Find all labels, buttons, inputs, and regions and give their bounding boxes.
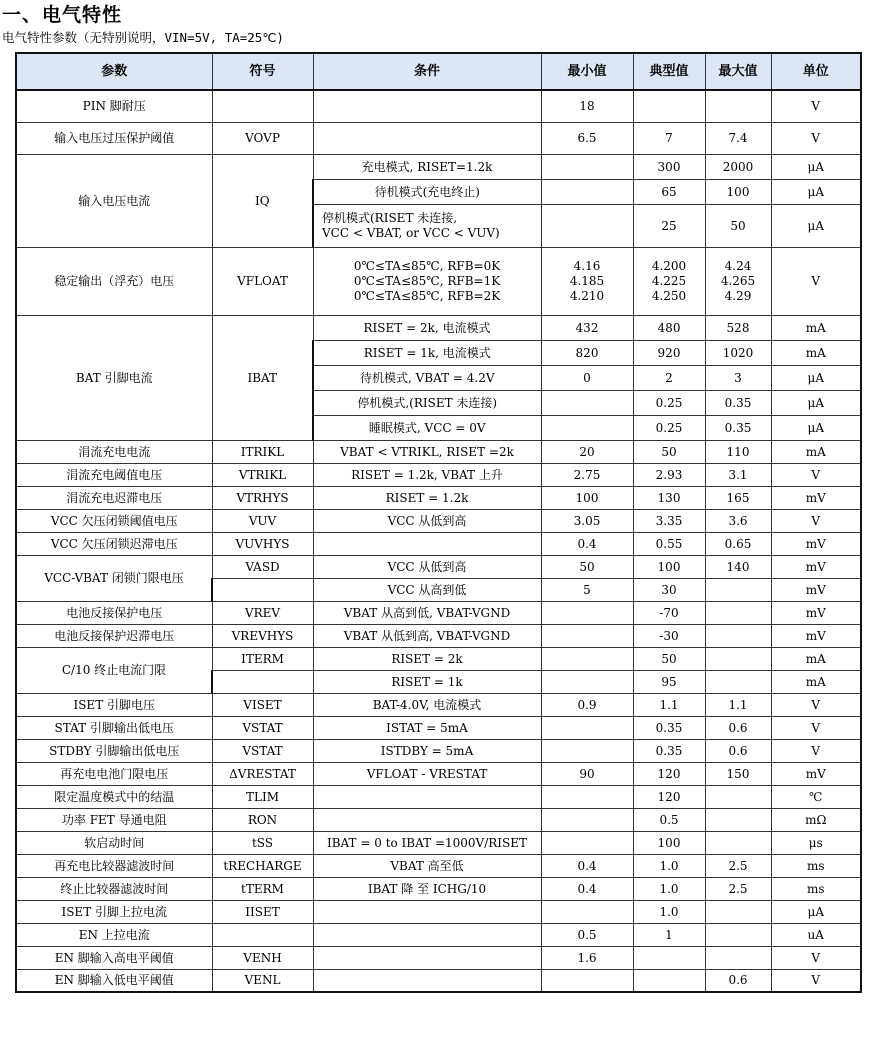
cell-typ: 0.25 — [633, 390, 705, 415]
table-row — [16, 739, 861, 762]
cell-min — [541, 204, 633, 247]
cell-condition — [313, 969, 541, 992]
cell-condition — [313, 785, 541, 808]
cell-condition: RISET = 1.2k — [313, 486, 541, 509]
cell-typ: 480 — [633, 315, 705, 340]
cell-condition — [313, 946, 541, 969]
cell-parameter: 终止比较器滤波时间 — [16, 877, 212, 900]
table-row — [16, 900, 861, 923]
cell-unit: mV — [771, 624, 861, 647]
cell-max: 110 — [705, 440, 771, 463]
cell-parameter: 涓流充电阈值电压 — [16, 463, 212, 486]
cell-condition: 睡眠模式, VCC = 0V — [313, 415, 541, 440]
table-row — [16, 555, 861, 578]
cell-unit: uA — [771, 923, 861, 946]
cell-condition: RISET = 2k, 电流模式 — [313, 315, 541, 340]
cell-unit: mA — [771, 340, 861, 365]
cell-unit: mA — [771, 315, 861, 340]
col-header-parameter: 参数 — [16, 53, 212, 90]
table-row — [16, 831, 861, 854]
cell-min — [541, 415, 633, 440]
cell-unit: mA — [771, 440, 861, 463]
cell-max: 50 — [705, 204, 771, 247]
cell-unit: μA — [771, 390, 861, 415]
cell-typ: 3.35 — [633, 509, 705, 532]
cell-parameter: 限定温度模式中的结温 — [16, 785, 212, 808]
cell-symbol: VENH — [212, 946, 313, 969]
cell-unit: μA — [771, 415, 861, 440]
cell-typ: 1.0 — [633, 877, 705, 900]
cell-unit: V — [771, 739, 861, 762]
cell-symbol: VUV — [212, 509, 313, 532]
cell-min — [541, 739, 633, 762]
table-row — [16, 854, 861, 877]
table-row — [16, 601, 861, 624]
cell-max: 2.5 — [705, 877, 771, 900]
cell-typ: 100 — [633, 831, 705, 854]
cell-min: 2.75 — [541, 463, 633, 486]
cell-symbol: VUVHYS — [212, 532, 313, 555]
cell-unit: μs — [771, 831, 861, 854]
cell-condition — [313, 900, 541, 923]
cell-symbol: VISET — [212, 693, 313, 716]
cell-min: 0.5 — [541, 923, 633, 946]
cell-max: 2.5 — [705, 854, 771, 877]
cell-max — [705, 670, 771, 693]
cell-typ: 130 — [633, 486, 705, 509]
table-row — [16, 969, 861, 992]
cell-symbol: VOVP — [212, 122, 313, 154]
cell-condition — [313, 90, 541, 122]
cell-max: 0.65 — [705, 532, 771, 555]
cell-symbol: VREV — [212, 601, 313, 624]
table-row — [16, 532, 861, 555]
cell-typ: -70 — [633, 601, 705, 624]
cell-min: 820 — [541, 340, 633, 365]
cell-min — [541, 808, 633, 831]
cell-max: 150 — [705, 762, 771, 785]
cell-unit: mV — [771, 762, 861, 785]
cell-typ — [633, 946, 705, 969]
cell-condition: RISET = 1.2k, VBAT 上升 — [313, 463, 541, 486]
cell-condition: VCC 从低到高 — [313, 555, 541, 578]
cell-unit: V — [771, 946, 861, 969]
table-row — [16, 624, 861, 647]
cell-condition: IBAT = 0 to IBAT =1000V/RISET — [313, 831, 541, 854]
cell-parameter: 输入电压过压保护阈值 — [16, 122, 212, 154]
cell-min — [541, 716, 633, 739]
cell-unit: V — [771, 247, 861, 315]
cell-max — [705, 831, 771, 854]
cell-typ: -30 — [633, 624, 705, 647]
cell-min: 50 — [541, 555, 633, 578]
cell-parameter: PIN 脚耐压 — [16, 90, 212, 122]
cell-symbol: TLIM — [212, 785, 313, 808]
cell-typ: 50 — [633, 647, 705, 670]
cell-max: 165 — [705, 486, 771, 509]
table-row — [16, 877, 861, 900]
cell-unit: mΩ — [771, 808, 861, 831]
cell-max: 7.4 — [705, 122, 771, 154]
col-header-min: 最小值 — [541, 53, 633, 90]
cell-symbol: VTRIKL — [212, 463, 313, 486]
cell-typ — [633, 969, 705, 992]
cell-max — [705, 946, 771, 969]
cell-symbol: VREVHYS — [212, 624, 313, 647]
cell-typ: 300 — [633, 154, 705, 179]
cell-max: 1.1 — [705, 693, 771, 716]
cell-parameter: 功率 FET 导通电阻 — [16, 808, 212, 831]
cell-min — [541, 900, 633, 923]
cell-min: 18 — [541, 90, 633, 122]
cell-typ — [633, 90, 705, 122]
table-row — [16, 154, 861, 179]
cell-max: 0.6 — [705, 969, 771, 992]
cell-unit: V — [771, 122, 861, 154]
cell-parameter: ISET 引脚电压 — [16, 693, 212, 716]
cell-symbol — [212, 670, 313, 693]
cell-condition: RISET = 1k — [313, 670, 541, 693]
cell-typ: 0.35 — [633, 739, 705, 762]
cell-parameter: 稳定输出（浮充）电压 — [16, 247, 212, 315]
cell-symbol: IQ — [212, 154, 313, 247]
cell-condition: VBAT < VTRIKL, RISET =2k — [313, 440, 541, 463]
cell-symbol: RON — [212, 808, 313, 831]
cell-typ: 120 — [633, 762, 705, 785]
cell-parameter: 电池反接保护迟滞电压 — [16, 624, 212, 647]
cell-symbol: tTERM — [212, 877, 313, 900]
cell-min: 3.05 — [541, 509, 633, 532]
cell-min: 0.9 — [541, 693, 633, 716]
table-row — [16, 440, 861, 463]
electrical-characteristics-table — [15, 52, 862, 993]
table-row — [16, 315, 861, 340]
cell-typ: 100 — [633, 555, 705, 578]
cell-parameter: 电池反接保护电压 — [16, 601, 212, 624]
cell-unit: V — [771, 969, 861, 992]
cell-condition: 停机模式(RISET 未连接, VCC < VBAT, or VCC < VUV) — [313, 204, 541, 247]
cell-parameter: EN 脚输入高电平阈值 — [16, 946, 212, 969]
cell-min: 4.16 4.185 4.210 — [541, 247, 633, 315]
cell-unit: mA — [771, 670, 861, 693]
table-row — [16, 486, 861, 509]
cell-max: 3 — [705, 365, 771, 390]
cell-min: 1.6 — [541, 946, 633, 969]
cell-symbol: ITRIKL — [212, 440, 313, 463]
cell-max — [705, 785, 771, 808]
cell-min: 432 — [541, 315, 633, 340]
cell-unit: ℃ — [771, 785, 861, 808]
cell-symbol: IISET — [212, 900, 313, 923]
cell-condition: BAT-4.0V, 电流模式 — [313, 693, 541, 716]
cell-condition: 充电模式, RISET=1.2k — [313, 154, 541, 179]
cell-unit: V — [771, 90, 861, 122]
cell-condition: ISTDBY = 5mA — [313, 739, 541, 762]
table-row — [16, 509, 861, 532]
table-row — [16, 647, 861, 670]
col-header-symbol: 符号 — [212, 53, 313, 90]
cell-unit: μA — [771, 365, 861, 390]
table-row — [16, 463, 861, 486]
cell-symbol: VSTAT — [212, 739, 313, 762]
cell-max: 3.6 — [705, 509, 771, 532]
cell-condition: 待机模式, VBAT = 4.2V — [313, 365, 541, 390]
cell-min — [541, 670, 633, 693]
cell-parameter: 涓流充电迟滞电压 — [16, 486, 212, 509]
cell-unit: ms — [771, 877, 861, 900]
cell-typ: 30 — [633, 578, 705, 601]
cell-min: 100 — [541, 486, 633, 509]
cell-max — [705, 578, 771, 601]
cell-unit: μA — [771, 179, 861, 204]
cell-condition: RISET = 1k, 电流模式 — [313, 340, 541, 365]
cell-min — [541, 647, 633, 670]
table-row — [16, 247, 861, 315]
cell-min — [541, 969, 633, 992]
cell-max: 4.24 4.265 4.29 — [705, 247, 771, 315]
cell-parameter: 再充电比较器滤波时间 — [16, 854, 212, 877]
cell-symbol: VENL — [212, 969, 313, 992]
cell-min — [541, 785, 633, 808]
cell-unit: V — [771, 463, 861, 486]
cell-symbol: VSTAT — [212, 716, 313, 739]
cell-max: 1020 — [705, 340, 771, 365]
cell-symbol: VASD — [212, 555, 313, 578]
cell-parameter: 软启动时间 — [16, 831, 212, 854]
cell-unit: μA — [771, 154, 861, 179]
cell-min: 0.4 — [541, 532, 633, 555]
cell-max — [705, 900, 771, 923]
cell-typ: 1 — [633, 923, 705, 946]
cell-min — [541, 179, 633, 204]
cell-condition — [313, 808, 541, 831]
cell-parameter: 再充电电池门限电压 — [16, 762, 212, 785]
cell-max: 3.1 — [705, 463, 771, 486]
cell-min: 6.5 — [541, 122, 633, 154]
cell-unit: mV — [771, 555, 861, 578]
cell-parameter: VCC-VBAT 闭锁门限电压 — [16, 555, 212, 601]
cell-symbol — [212, 923, 313, 946]
cell-parameter: 涓流充电电流 — [16, 440, 212, 463]
cell-typ: 2 — [633, 365, 705, 390]
cell-parameter: BAT 引脚电流 — [16, 315, 212, 440]
cell-condition: VBAT 从低到高, VBAT-VGND — [313, 624, 541, 647]
cell-condition: 0℃≤TA≤85℃, RFB=0K 0℃≤TA≤85℃, RFB=1K 0℃≤TA≤85℃, RFB=2K — [313, 247, 541, 315]
col-header-unit: 单位 — [771, 53, 861, 90]
table-row — [16, 946, 861, 969]
col-header-max: 最大值 — [705, 53, 771, 90]
cell-min: 0 — [541, 365, 633, 390]
cell-unit: V — [771, 716, 861, 739]
cell-max: 2000 — [705, 154, 771, 179]
cell-parameter: ISET 引脚上拉电流 — [16, 900, 212, 923]
cell-max: 0.6 — [705, 716, 771, 739]
section-heading: 一、电气特性 — [2, 4, 123, 26]
cell-max — [705, 624, 771, 647]
cell-parameter: STAT 引脚输出低电压 — [16, 716, 212, 739]
cell-typ: 1.1 — [633, 693, 705, 716]
cell-max: 140 — [705, 555, 771, 578]
cell-unit: ms — [771, 854, 861, 877]
cell-parameter: EN 脚输入低电平阈值 — [16, 969, 212, 992]
cell-condition — [313, 923, 541, 946]
cell-symbol: ITERM — [212, 647, 313, 670]
table-header-row — [16, 53, 861, 90]
cell-max: 0.35 — [705, 390, 771, 415]
cell-condition: RISET = 2k — [313, 647, 541, 670]
cell-min: 0.4 — [541, 854, 633, 877]
cell-unit: mA — [771, 647, 861, 670]
table-subtitle: 电气特性参数（无特别说明，VIN=5V, TA=25℃) — [2, 30, 284, 45]
cell-condition — [313, 122, 541, 154]
table-row — [16, 808, 861, 831]
cell-symbol: tRECHARGE — [212, 854, 313, 877]
cell-typ: 0.5 — [633, 808, 705, 831]
cell-unit: V — [771, 693, 861, 716]
cell-min — [541, 390, 633, 415]
cell-unit: V — [771, 509, 861, 532]
cell-condition: IBAT 降 至 ICHG/10 — [313, 877, 541, 900]
cell-unit: mV — [771, 578, 861, 601]
cell-symbol: IBAT — [212, 315, 313, 440]
cell-min — [541, 624, 633, 647]
cell-symbol: ΔVRESTAT — [212, 762, 313, 785]
cell-unit: μA — [771, 204, 861, 247]
cell-parameter: 输入电压电流 — [16, 154, 212, 247]
cell-typ: 120 — [633, 785, 705, 808]
cell-max — [705, 808, 771, 831]
cell-parameter: EN 上拉电流 — [16, 923, 212, 946]
cell-typ: 0.35 — [633, 716, 705, 739]
cell-condition: ISTAT = 5mA — [313, 716, 541, 739]
cell-typ: 95 — [633, 670, 705, 693]
cell-condition: VCC 从低到高 — [313, 509, 541, 532]
table-row — [16, 923, 861, 946]
cell-typ: 4.200 4.225 4.250 — [633, 247, 705, 315]
cell-typ: 25 — [633, 204, 705, 247]
cell-typ: 0.25 — [633, 415, 705, 440]
cell-typ: 65 — [633, 179, 705, 204]
cell-unit: mV — [771, 486, 861, 509]
cell-condition: VBAT 高至低 — [313, 854, 541, 877]
cell-unit: mV — [771, 532, 861, 555]
cell-typ: 920 — [633, 340, 705, 365]
cell-symbol: tSS — [212, 831, 313, 854]
cell-unit: mV — [771, 601, 861, 624]
cell-max — [705, 90, 771, 122]
cell-symbol: VTRHYS — [212, 486, 313, 509]
cell-parameter: C/10 终止电流门限 — [16, 647, 212, 693]
table-row — [16, 90, 861, 122]
cell-condition: VFLOAT - VRESTAT — [313, 762, 541, 785]
cell-parameter: VCC 欠压闭锁阈值电压 — [16, 509, 212, 532]
cell-min: 0.4 — [541, 877, 633, 900]
table-row — [16, 785, 861, 808]
cell-symbol — [212, 578, 313, 601]
cell-max: 528 — [705, 315, 771, 340]
cell-min: 5 — [541, 578, 633, 601]
cell-typ: 1.0 — [633, 900, 705, 923]
cell-max: 0.6 — [705, 739, 771, 762]
cell-symbol — [212, 90, 313, 122]
cell-condition: VCC 从高到低 — [313, 578, 541, 601]
cell-condition — [313, 532, 541, 555]
table-row — [16, 122, 861, 154]
cell-max: 100 — [705, 179, 771, 204]
cell-min — [541, 831, 633, 854]
cell-typ: 50 — [633, 440, 705, 463]
cell-max — [705, 601, 771, 624]
cell-min — [541, 154, 633, 179]
table-row — [16, 693, 861, 716]
cell-max: 0.35 — [705, 415, 771, 440]
table-row — [16, 762, 861, 785]
cell-symbol: VFLOAT — [212, 247, 313, 315]
cell-typ: 0.55 — [633, 532, 705, 555]
cell-min — [541, 601, 633, 624]
cell-condition: 待机模式(充电终止) — [313, 179, 541, 204]
cell-typ: 7 — [633, 122, 705, 154]
cell-min: 90 — [541, 762, 633, 785]
cell-parameter: VCC 欠压闭锁迟滞电压 — [16, 532, 212, 555]
cell-min: 20 — [541, 440, 633, 463]
cell-max — [705, 647, 771, 670]
cell-max — [705, 923, 771, 946]
cell-typ: 2.93 — [633, 463, 705, 486]
cell-typ: 1.0 — [633, 854, 705, 877]
cell-condition: VBAT 从高到低, VBAT-VGND — [313, 601, 541, 624]
cell-condition: 停机模式,(RISET 未连接) — [313, 390, 541, 415]
cell-unit: μA — [771, 900, 861, 923]
col-header-condition: 条件 — [313, 53, 541, 90]
col-header-typ: 典型值 — [633, 53, 705, 90]
table-row — [16, 716, 861, 739]
cell-parameter: STDBY 引脚输出低电压 — [16, 739, 212, 762]
